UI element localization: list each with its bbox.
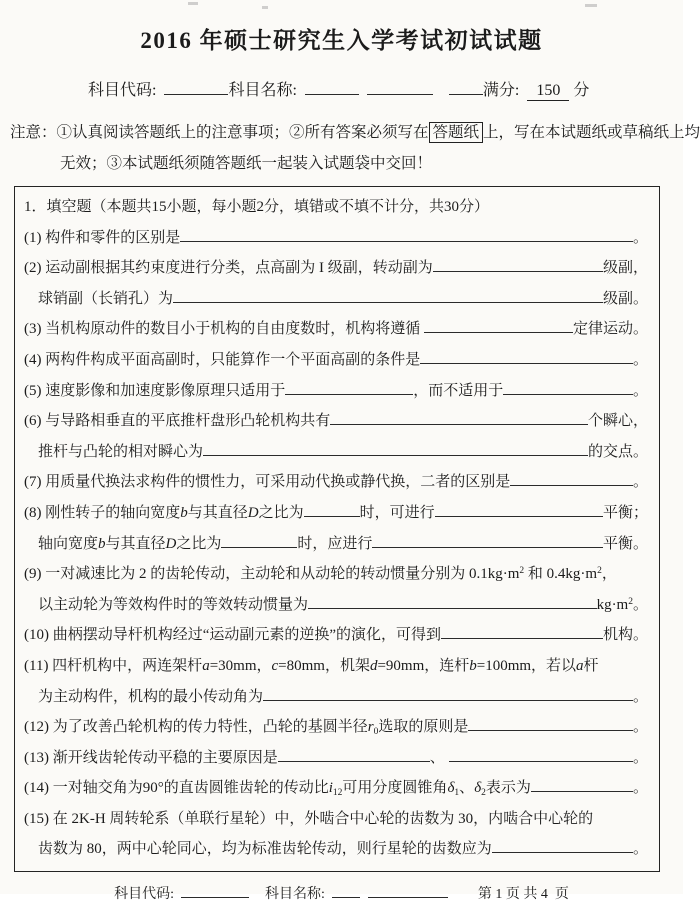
question-1-line-1 [24,223,648,254]
fill-blank [367,93,433,95]
text-run: 。 [632,229,648,246]
page-title: 2016 年硕士研究生入学考试初试试题 [140,28,543,53]
question-15-line-2 [24,834,648,865]
fill-blank [510,484,633,486]
text-run: 。 [632,351,648,368]
text-run: 满分: [482,82,528,99]
text-run: (7) 用质量代换法求构件的惯性力，可采用动代换或静代换，二者的区别是 [24,474,511,491]
notice-line-1-text [56,117,700,148]
text-run: 。 [632,780,648,797]
fill-blank [173,301,603,303]
fill-blank [304,515,360,517]
notice-line-1 [10,117,700,148]
italic-variable: a [576,657,584,674]
text-run: 。 [632,749,648,766]
italic-variable: D [247,504,259,521]
text-run: 之比为 [258,504,304,521]
text-run: (11) 四杆机构中，两连架杆 [24,657,203,674]
text-run: (6) 与导路相垂直的平底推杆盘形凸轮机构共有 [24,413,331,430]
text-run: 科目代码: [114,887,181,903]
text-run: (9) 一对减速比为 2 的齿轮传动，主动轮和从动轮的转动惯量分别为 0.1kg·m [24,566,520,583]
text-run: 之比为 [176,535,222,552]
text-run: (13) 渐开线齿轮传动平稳的主要原因是 [24,749,278,766]
section-heading: 1．填空题（本题共15小题，每小题2分，填错或不填不计分，共30分） [24,199,490,215]
fill-blank [330,423,588,425]
superscript: 2 [519,566,525,577]
question-8-line-1 [24,498,648,529]
fill-blank [263,699,633,701]
question-5-line-1 [24,376,648,407]
fill-blank [420,362,633,364]
text-run: 表示为 [485,780,531,797]
text-run: 。 [632,841,648,858]
questions-list [24,223,648,865]
text-run: (10) 曲柄摆动导杆机构经过“运动副元素的逆换”的演化，可得到 [24,627,442,644]
text-run: 科目代码: [88,82,165,99]
spacer [360,896,368,898]
text-run: 与其直径 [187,504,248,521]
text-run: 以主动轮为等效构件时的等效转动惯量为 [38,596,309,613]
question-6-line-2 [24,437,648,468]
italic-variable: r [367,719,374,736]
text-run: 级副， [602,260,648,277]
notice-block [10,117,700,179]
text-run: 。 [632,382,648,399]
text-run: (3) 当机构原动件的数目小于机构的自由度数时，机构将遵循 [24,321,424,338]
text-run: 。 [632,474,648,491]
text-run: 。 [632,688,648,705]
text-run: 时，可进行 [359,504,435,521]
page-footer [0,883,683,903]
question-8-line-2 [24,529,648,560]
italic-variable: b [180,504,188,521]
text-run: 上，写在本试题纸或草稿纸上均 [483,124,700,141]
text-run: 机构。 [602,627,648,644]
spacer [448,896,478,898]
superscript: 2 [628,596,633,607]
text-run: 第 1 页 共 4 页 [477,887,569,903]
italic-variable: δ [474,780,482,797]
italic-variable: i [328,780,333,797]
scan-artifact [188,2,198,5]
text-run: (14) 一对轴交角为90°的直齿圆锥齿轮的传动比 [24,780,329,797]
text-run: 的交点。 [587,443,648,460]
text-run: 科目名称: [228,82,305,99]
text-run: 。 [632,596,648,613]
italic-variable: b [98,535,106,552]
subject-fields-row [0,77,683,101]
fill-blank [449,93,483,95]
italic-variable: D [165,535,177,552]
subscript: 0 [373,727,379,738]
fill-blank [531,790,633,792]
questions-box [14,186,660,872]
italic-variable: d [369,657,378,674]
text-run: 科目名称: [265,887,332,903]
question-2-line-2 [24,284,648,315]
fill-blank [203,454,588,456]
question-2-line-1 [24,253,648,284]
text-run: 分 [569,82,590,99]
text-run: ①认真阅读答题纸上的注意事项；②所有答案必须写在 [56,124,429,141]
question-11-line-1 [24,651,648,682]
text-run: 可用分度圆锥角 [342,780,448,797]
fill-blank [441,637,603,639]
fill-blank [468,729,633,731]
text-run: kg·m [596,596,629,613]
text-run: 为主动构件，机构的最小传动角为 [38,688,264,705]
italic-variable: a [202,657,210,674]
fill-blank [332,896,360,898]
fill-blank [278,760,430,762]
boxed-text: 答题纸 [429,122,484,143]
question-13-line-1 [24,743,648,774]
fill-blank [449,760,633,762]
text-run: 级副。 [602,290,648,307]
spacer [433,93,449,95]
text-run: 。 [632,719,648,736]
fill-blank [368,896,448,898]
fill-blank [305,93,359,95]
spacer [249,896,265,898]
text-run: (12) 为了改善凸轮机构的传力特性，凸轮的基圆半径 [24,719,368,736]
text-run: ， [601,566,617,583]
question-9-line-1 [24,559,648,590]
text-run: 平衡； [602,504,648,521]
fill-blank [424,331,573,333]
subscript: 1 [454,788,460,799]
spacer [359,93,367,95]
text-run: 、 [429,749,449,766]
italic-variable: c [271,657,279,674]
text-run: 杆 [583,657,599,674]
subscript: 12 [332,788,343,799]
text-run: (2) 运动副根据其约束度进行分类，点高副为 I 级副，转动副为 [24,260,433,277]
scan-artifact [262,6,268,9]
text-run: =80mm，机架 [278,657,370,674]
fill-blank [221,546,297,548]
text-run: ，而不适用于 [413,382,504,399]
italic-variable: δ [447,780,455,797]
notice-label: 注意： [10,124,57,141]
scan-artifact [585,4,597,7]
question-3-line-1 [24,314,648,345]
question-7-line-1 [24,467,648,498]
text-run: (4) 两构件构成平面高副时，只能算作一个平面高副的条件是 [24,351,421,368]
italic-variable: b [469,657,477,674]
text-run: 推杆与凸轮的相对瞬心为 [38,443,204,460]
text-run: 选取的原则是 [378,719,469,736]
question-12-line-1 [24,712,648,743]
fill-blank [492,851,633,853]
fill-blank [164,93,228,95]
underlined-value: 150 [527,82,569,101]
text-run: 轴向宽度 [38,535,99,552]
fill-blank [503,393,633,395]
text-run: 和 0.4kg·m [524,566,598,583]
text-run: (1) 构件和零件的区别是 [24,229,181,246]
question-10-line-1 [24,620,648,651]
fill-blank [372,546,603,548]
question-6-line-1 [24,406,648,437]
text-run: (8) 刚性转子的轴向宽度 [24,504,181,521]
fill-blank [308,607,597,609]
text-run: 时，应进行 [297,535,373,552]
fill-blank [181,896,249,898]
text-run: 球销副（长销孔）为 [38,290,174,307]
superscript: 2 [597,566,602,577]
text-run: 与其直径 [105,535,166,552]
text-run: 、 [459,780,475,797]
question-11-line-2 [24,682,648,713]
fill-blank [180,240,633,242]
text-run: =30mm， [209,657,272,674]
text-run: =100mm，若以 [476,657,577,674]
fill-blank [285,393,413,395]
fill-blank [433,270,603,272]
text-run: 平衡。 [602,535,648,552]
text-run: =90mm，连杆 [377,657,470,674]
question-9-line-2 [24,590,648,621]
question-4-line-1 [24,345,648,376]
text-run: 定律运动。 [572,321,648,338]
text-run: 齿数为 80，两中心轮同心，均为标准齿轮传动，则行星轮的齿数应为 [38,841,492,858]
text-run: (15) 在 2K-H 周转轮系（单联行星轮）中，外啮合中心轮的齿数为 30，内啮合中心轮的 [24,810,594,827]
question-14-line-1 [24,773,648,804]
notice-line-2: 无效；③本试题纸须随答题纸一起装入试题袋中交回！ [60,155,433,172]
text-run: (5) 速度影像和加速度影像原理只适用于 [24,382,286,399]
text-run: 个瞬心， [587,413,648,430]
fill-blank [435,515,603,517]
subscript: 2 [481,788,486,799]
